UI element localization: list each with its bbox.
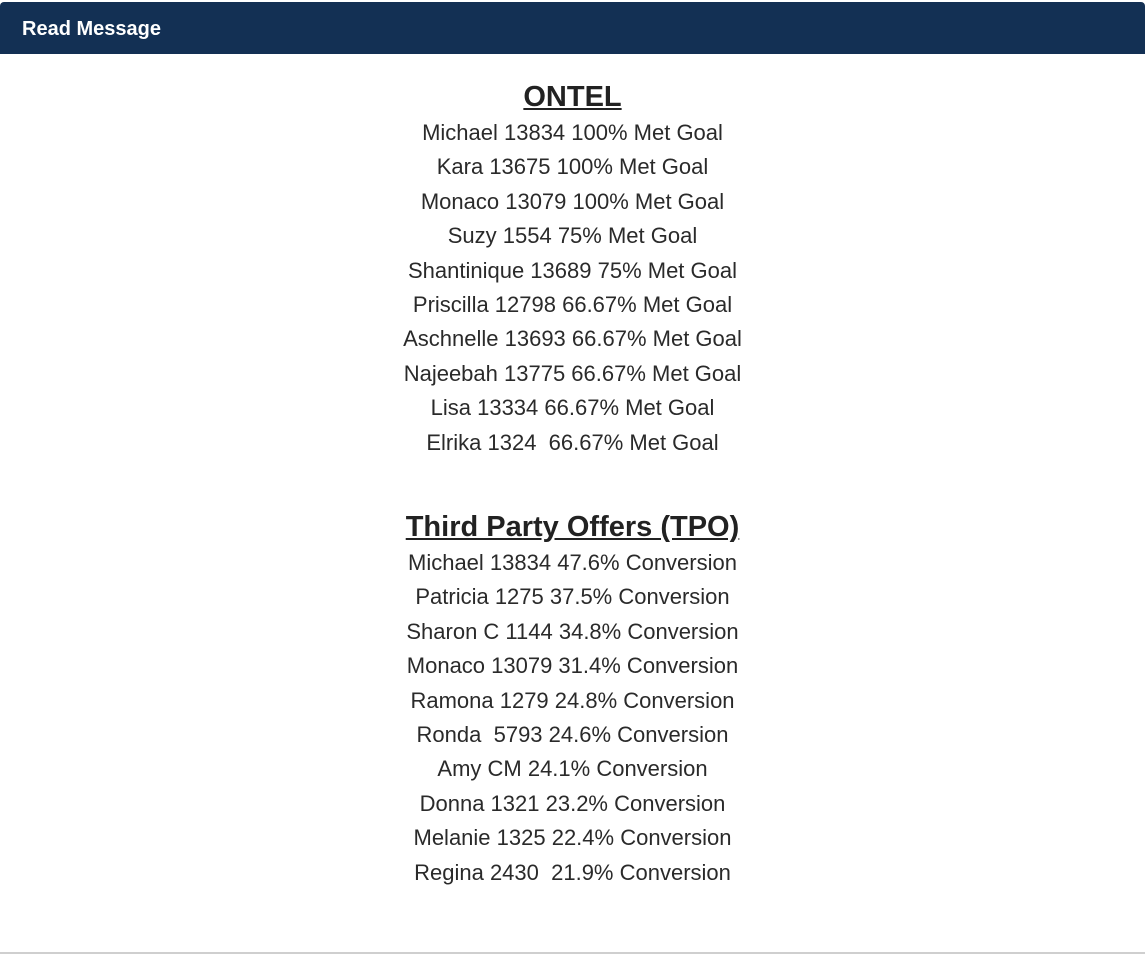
tpo-line: Melanie 1325 22.4% Conversion xyxy=(413,825,732,851)
tpo-line: Ronda 5793 24.6% Conversion xyxy=(416,722,729,748)
window-title: Read Message xyxy=(22,18,161,40)
tpo-line: Patricia 1275 37.5% Conversion xyxy=(415,584,730,610)
bottom-divider xyxy=(0,952,1145,954)
ontel-heading: ONTEL xyxy=(523,81,622,113)
tpo-line: Donna 1321 23.2% Conversion xyxy=(419,790,726,816)
ontel-line: Priscilla 12798 66.67% Met Goal xyxy=(412,292,733,318)
tpo-line: Ramona 1279 24.8% Conversion xyxy=(410,687,735,713)
tpo-line: Monaco 13079 31.4% Conversion xyxy=(406,653,739,679)
tpo-heading: Third Party Offers (TPO) xyxy=(405,511,740,543)
tpo-line: Michael 13834 47.6% Conversion xyxy=(408,550,737,575)
tpo-line: Regina 2430 21.9% Conversion xyxy=(414,859,731,885)
tpo-line: Sharon C 1144 34.8% Conversion xyxy=(406,618,739,644)
window-titlebar xyxy=(0,2,1145,54)
message-body xyxy=(0,54,1145,952)
ontel-section xyxy=(0,80,1145,460)
ontel-line: Elrika 1324 66.67% Met Goal xyxy=(426,429,719,455)
ontel-line: Kara 13675 100% Met Goal xyxy=(436,154,709,180)
ontel-line: Shantinique 13689 75% Met Goal xyxy=(407,257,737,283)
tpo-section xyxy=(0,510,1145,890)
ontel-line: Aschnelle 13693 66.67% Met Goal xyxy=(403,326,742,352)
tpo-line: Amy CM 24.1% Conversion xyxy=(437,756,708,782)
ontel-line: Najeebah 13775 66.67% Met Goal xyxy=(403,360,742,386)
ontel-line: Suzy 1554 75% Met Goal xyxy=(447,223,698,249)
ontel-line: Michael 13834 100% Met Goal xyxy=(422,120,723,145)
ontel-line: Monaco 13079 100% Met Goal xyxy=(420,188,725,214)
ontel-line: Lisa 13334 66.67% Met Goal xyxy=(430,395,715,421)
